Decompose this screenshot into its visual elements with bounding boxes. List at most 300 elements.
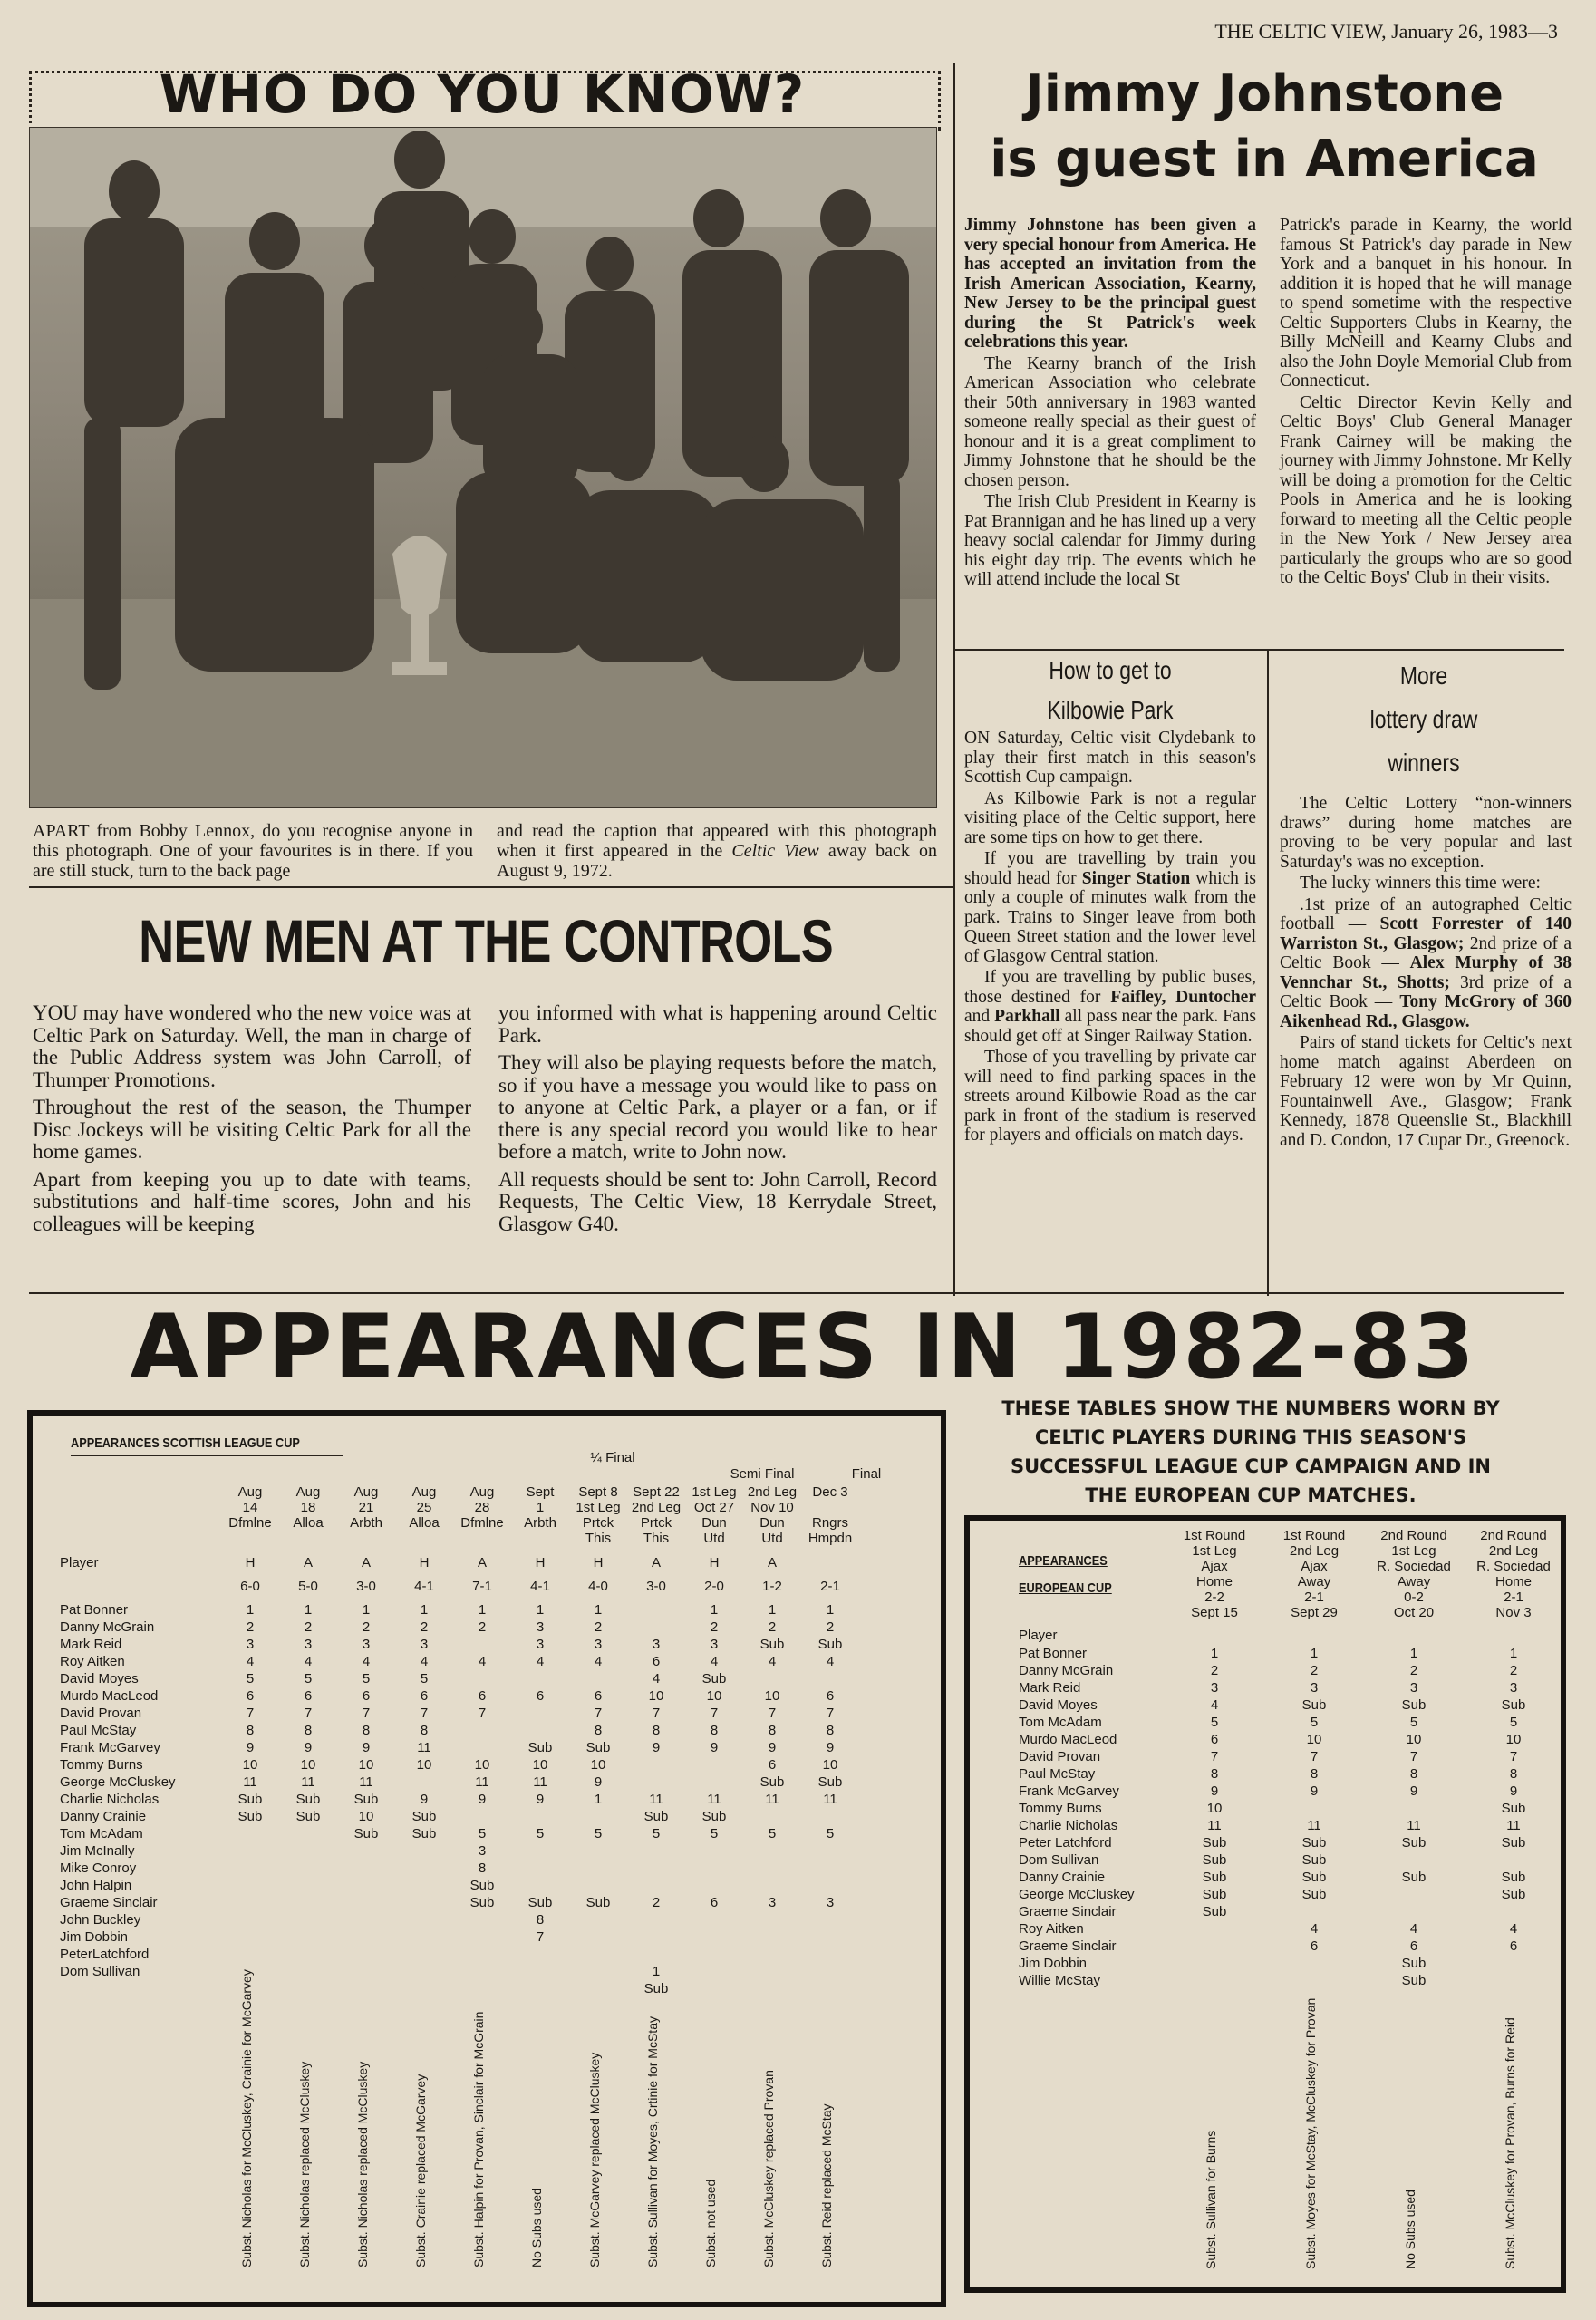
shirt-number: Sub	[1501, 1870, 1526, 1885]
column-header: Sept 15	[1191, 1605, 1238, 1620]
bold-text: Faifley, Duntocher	[1110, 987, 1256, 1007]
column-header: Utd	[761, 1531, 783, 1546]
player-name: Pat Bonner	[1019, 1646, 1088, 1661]
shirt-number: 8	[826, 1723, 835, 1738]
substitution-note: Subst. McGarvey replaced McCluskey	[587, 2052, 602, 2267]
shirt-number: 11	[823, 1792, 837, 1807]
kilbowie-headline	[991, 651, 1230, 730]
home-away: H	[593, 1555, 604, 1571]
column-header: Ajax	[1301, 1559, 1328, 1574]
substitution-note: No Subs used	[1403, 2190, 1417, 2269]
shirt-number: 7	[246, 1706, 255, 1721]
shirt-number: 10	[300, 1757, 316, 1773]
score: 2-1	[820, 1579, 840, 1594]
shirt-number: 3	[536, 1637, 545, 1652]
shirt-number: 7	[304, 1706, 313, 1721]
shirt-number: Sub	[1301, 1852, 1327, 1868]
shirt-number: 5	[304, 1671, 313, 1687]
shirt-number: 7	[362, 1706, 371, 1721]
text: If you are travelling by train you should head for	[964, 849, 1256, 888]
column-divider	[1267, 649, 1269, 1296]
shirt-number: 10	[358, 1809, 374, 1824]
shirt-number: 5	[768, 1826, 777, 1842]
player-name: Danny McGrain	[1019, 1663, 1114, 1678]
shirt-number: 8	[1409, 1766, 1418, 1782]
shirt-number: 9	[536, 1792, 545, 1807]
column-header: Away	[1397, 1574, 1431, 1590]
shirt-number: 4	[652, 1671, 661, 1687]
shirt-number: 10	[1406, 1732, 1422, 1747]
shirt-number: 1	[1210, 1646, 1219, 1661]
column-header: Sept 8	[578, 1484, 618, 1500]
new-men-column-2	[498, 1002, 937, 1241]
shirt-number: 3	[768, 1895, 777, 1910]
player-name: Peter Latchford	[1019, 1835, 1112, 1851]
shirt-number: 8	[304, 1723, 313, 1738]
score: 1-2	[762, 1579, 782, 1594]
who-do-you-know-title: WHO DO YOU KNOW?	[159, 63, 806, 125]
score: 4-1	[414, 1579, 434, 1594]
shirt-number: 10	[590, 1757, 606, 1773]
new-men-paragraph: They will also be playing requests before the match, so if you have a message you would like to pass on to anyone at Celtic Park, a player or a fan, or if there is any special record you would like to hear before a match, write to John now.	[498, 1051, 937, 1163]
score: 6-0	[240, 1579, 260, 1594]
text: all pass near the park. Fans should get off at Singer Railway Station.	[964, 1007, 1257, 1046]
shirt-number: Sub	[817, 1637, 843, 1652]
headline-line-3: winners	[1388, 749, 1460, 777]
shirt-number: 5	[594, 1826, 603, 1842]
shirt-number: 4	[710, 1654, 719, 1669]
shirt-number: 5	[826, 1826, 835, 1842]
player-name: Dom Sullivan	[1019, 1852, 1099, 1868]
text: 2nd prize of a Celtic Book —	[1280, 933, 1572, 972]
player-name: Tom McAdam	[60, 1826, 143, 1842]
column-header: Nov 10	[750, 1500, 794, 1515]
shirt-number: 6	[246, 1688, 255, 1704]
column-header: Home	[1195, 1574, 1233, 1590]
shirt-number: 10	[416, 1757, 432, 1773]
shirt-number: 8	[536, 1912, 545, 1928]
text: 3rd prize of a Celtic Book —	[1280, 972, 1572, 1011]
player-name: Mark Reid	[60, 1637, 122, 1652]
column-header: Dun	[701, 1515, 727, 1531]
tables-blurb: THESE TABLES SHOW THE NUMBERS WORN BY CELTIC PLAYERS DURING THIS SEASON'S SUCCESSFUL LEAGUE CUP CAMPAIGN AND IN THE EUROPEAN CUP MATCHES.	[1001, 1397, 1500, 1506]
shirt-number: 1	[710, 1602, 719, 1618]
shirt-number: 4	[536, 1654, 545, 1669]
player-name: Graeme Sinclair	[1019, 1938, 1117, 1954]
kilbowie-column	[964, 729, 1256, 1147]
shirt-number: Sub	[237, 1792, 263, 1807]
shirt-number: 11	[243, 1774, 257, 1790]
headline-line-1: How to get to	[1049, 656, 1172, 684]
player-name: Charlie Nicholas	[60, 1792, 160, 1807]
new-men-paragraph: Apart from keeping you up to date with teams, substitutions and half-time scores, John and his colleagues will be keeping	[33, 1167, 471, 1235]
column-header: Arbth	[350, 1515, 382, 1531]
column-header: Sept 29	[1291, 1605, 1338, 1620]
shirt-number: Sub	[1501, 1835, 1526, 1851]
shirt-number: 2	[652, 1895, 661, 1910]
shirt-number: 11	[533, 1774, 547, 1790]
photo-caption-right	[497, 821, 937, 881]
shirt-number: 9	[1509, 1784, 1518, 1799]
column-header: Arbth	[524, 1515, 556, 1531]
shirt-number: 7	[826, 1706, 835, 1721]
column-header: Aug	[353, 1484, 379, 1500]
shirt-number: Sub	[1501, 1697, 1526, 1713]
shirt-number: Sub	[1401, 1870, 1427, 1885]
shirt-number: 5	[420, 1671, 429, 1687]
column-header: Utd	[703, 1531, 725, 1546]
shirt-number: Sub	[1401, 1697, 1427, 1713]
section-divider	[29, 886, 953, 888]
column-header: Sept	[526, 1484, 555, 1500]
shirt-number: 2	[246, 1619, 255, 1635]
score: 4-1	[530, 1579, 550, 1594]
shirt-number: Sub	[1202, 1904, 1227, 1919]
bold-text: Parkhall	[994, 1007, 1060, 1026]
shirt-number: 10	[706, 1688, 722, 1704]
shirt-number: 3	[420, 1637, 429, 1652]
shirt-number: 5	[478, 1826, 487, 1842]
shirt-number: 2	[1409, 1663, 1418, 1678]
shirt-number: Sub	[469, 1878, 495, 1893]
shirt-number: Sub	[585, 1895, 611, 1910]
shirt-number: 7	[420, 1706, 429, 1721]
shirt-number: 2	[594, 1619, 603, 1635]
shirt-number: 7	[594, 1706, 603, 1721]
shirt-number: 10	[822, 1757, 838, 1773]
player-column-header: Player	[1019, 1628, 1058, 1643]
shirt-number: 2	[1310, 1663, 1319, 1678]
shirt-number: 3	[1210, 1680, 1219, 1696]
shirt-number: Sub	[1202, 1835, 1227, 1851]
column-header: This	[585, 1531, 612, 1546]
shirt-number: 1	[362, 1602, 371, 1618]
shirt-number: Sub	[643, 1981, 669, 1996]
column-header: Aug	[237, 1484, 263, 1500]
column-header: Dec 3	[812, 1484, 848, 1500]
shirt-number: 11	[765, 1792, 779, 1807]
home-away: A	[303, 1555, 313, 1571]
shirt-number: 4	[1409, 1921, 1418, 1937]
shirt-number: 10	[1206, 1801, 1223, 1816]
column-header: Alloa	[409, 1515, 440, 1531]
player-name: David Moyes	[60, 1671, 139, 1687]
column-header: 2nd Leg	[1488, 1543, 1539, 1559]
score: 3-0	[356, 1579, 376, 1594]
shirt-number: 4	[826, 1654, 835, 1669]
shirt-number: 9	[304, 1740, 313, 1755]
round-label: ¼ Final	[590, 1450, 635, 1465]
column-header: 21	[358, 1500, 374, 1515]
lottery-headline	[1304, 654, 1543, 785]
shirt-number: 10	[358, 1757, 374, 1773]
new-men-paragraph: you informed with what is happening around Celtic Park.	[498, 1001, 937, 1047]
substitution-note: Subst. Halpin for Provan, Sinclair for McGrain	[471, 2011, 486, 2267]
player-name: Paul McStay	[60, 1723, 137, 1738]
shirt-number: 3	[1409, 1680, 1418, 1696]
column-header: 1st Leg	[576, 1500, 621, 1515]
player-name: Tom McAdam	[1019, 1715, 1102, 1730]
title-underline	[71, 1455, 343, 1456]
shirt-number: Sub	[353, 1792, 379, 1807]
lottery-paragraph	[1280, 895, 1572, 1032]
home-away: H	[709, 1555, 720, 1571]
player-name: Murdo MacLeod	[1019, 1732, 1117, 1747]
shirt-number: 9	[420, 1792, 429, 1807]
shirt-number: 10	[474, 1757, 490, 1773]
european-cup-table	[964, 1515, 1566, 2293]
shirt-number: 6	[768, 1757, 777, 1773]
player-name: Danny Crainie	[1019, 1870, 1106, 1885]
player-name: David Moyes	[1019, 1697, 1098, 1713]
column-header: Prtck	[582, 1515, 614, 1531]
shirt-number: 1	[768, 1602, 777, 1618]
column-header: 1st Leg	[1391, 1543, 1436, 1559]
shirt-number: 2	[478, 1619, 487, 1635]
player-name: Murdo MacLeod	[60, 1688, 159, 1704]
shirt-number: Sub	[1202, 1852, 1227, 1868]
substitution-note: Subst. Nicholas for McCluskey, Crainie for McGarvey	[239, 1969, 254, 2267]
shirt-number: 3	[536, 1619, 545, 1635]
lottery-column	[1280, 794, 1572, 1152]
headline-line-2: lottery draw	[1369, 705, 1478, 733]
column-header: 14	[242, 1500, 258, 1515]
shirt-number: 6	[362, 1688, 371, 1704]
headline-line-1: Jimmy Johnstone	[1024, 64, 1504, 123]
new-men-paragraph: YOU may have wondered who the new voice was at Celtic Park on Saturday. Well, the man in charge of the Public Address system was John Carroll, of Thumper Promotions.	[33, 1001, 471, 1091]
shirt-number: Sub	[353, 1826, 379, 1842]
shirt-number: 10	[242, 1757, 258, 1773]
caption-right-italic: Celtic View	[731, 841, 819, 861]
shirt-number: 6	[304, 1688, 313, 1704]
substitution-note: Subst. Nicholas replaced McCluskey	[297, 2061, 312, 2267]
player-name: George McCluskey	[1019, 1887, 1135, 1902]
shirt-number: 6	[652, 1654, 661, 1669]
shirt-number: 2	[826, 1619, 835, 1635]
column-header: 0-2	[1404, 1590, 1424, 1605]
shirt-number: 3	[478, 1843, 487, 1859]
column-divider	[953, 63, 955, 1296]
text: .1st prize of an autographed Celtic football —	[1280, 894, 1572, 933]
shirt-number: 1	[652, 1964, 661, 1979]
shirt-number: 5	[1409, 1715, 1418, 1730]
player-name: David Provan	[60, 1706, 142, 1721]
column-header: 1st Round	[1183, 1528, 1246, 1543]
score: 4-0	[588, 1579, 608, 1594]
new-men-paragraph: All requests should be sent to: John Carroll, Record Requests, The Celtic View, 18 Kerrydale Street, Glasgow G40.	[498, 1167, 937, 1235]
shirt-number: 11	[649, 1792, 663, 1807]
shirt-number: Sub	[295, 1809, 321, 1824]
player-name: PeterLatchford	[60, 1947, 150, 1962]
player-name: Jim McInally	[60, 1843, 135, 1859]
shirt-number: 2	[304, 1619, 313, 1635]
shirt-number: 6	[1210, 1732, 1219, 1747]
substitution-note: Subst. Nicholas replaced McCluskey	[355, 2061, 370, 2267]
home-away: A	[767, 1555, 777, 1571]
shirt-number: 3	[1310, 1680, 1319, 1696]
column-header: 2-1	[1504, 1590, 1523, 1605]
shirt-number: 7	[1310, 1749, 1319, 1764]
shirt-number: 1	[246, 1602, 255, 1618]
column-header: Prtck	[640, 1515, 672, 1531]
jimmy-paragraph: The Irish Club President in Kearny is Pat Brannigan and he has lined up a very heavy social calendar for Jimmy during his eight day trip. The events which he will attend include the local St	[964, 492, 1256, 589]
column-header: This	[643, 1531, 670, 1546]
shirt-number: 8	[768, 1723, 777, 1738]
column-header: 1	[536, 1500, 545, 1515]
section-divider	[29, 1292, 1564, 1294]
team-photo	[29, 127, 937, 808]
shirt-number: 4	[594, 1654, 603, 1669]
shirt-number: 11	[1307, 1818, 1321, 1833]
shirt-number: 8	[1310, 1766, 1319, 1782]
player-name: Danny Crainie	[60, 1809, 147, 1824]
shirt-number: Sub	[527, 1895, 553, 1910]
shirt-number: Sub	[1501, 1801, 1526, 1816]
shirt-number: 1	[1509, 1646, 1518, 1661]
shirt-number: 11	[1207, 1818, 1222, 1833]
jimmy-paragraph: Celtic Director Kevin Kelly and Celtic Boys' Club General Manager Frank Cairney will be making the journey with Jimmy Johnstone. Mr Kelly will be doing a promotion for the Celtic Pools in America and he is looking forward to meeting all the Celtic people in the New York / New Jersey area particularly the groups who are so good to the Celtic Boys' Club in their visits.	[1280, 392, 1572, 587]
column-header: 28	[474, 1500, 490, 1515]
headline-line-1: More	[1399, 662, 1448, 690]
column-header: Hmpdn	[808, 1531, 853, 1546]
shirt-number: 7	[710, 1706, 719, 1721]
player-name: Pat Bonner	[60, 1602, 129, 1618]
player-name: Mark Reid	[1019, 1680, 1081, 1696]
column-header: Home	[1494, 1574, 1532, 1590]
european-cup-title-1: APPEARANCES	[1019, 1553, 1108, 1569]
caption-right-text-end: away back on August 9, 1972.	[497, 841, 938, 881]
shirt-number: 3	[710, 1637, 719, 1652]
shirt-number: 2	[1210, 1663, 1219, 1678]
shirt-number: 1	[304, 1602, 313, 1618]
bold-text: Tony McGrory of 360 Aikenhead Rd., Glasgow.	[1280, 992, 1572, 1031]
shirt-number: 2	[768, 1619, 777, 1635]
score: 5-0	[298, 1579, 318, 1594]
shirt-number: Sub	[527, 1740, 553, 1755]
column-header: 2-2	[1204, 1590, 1224, 1605]
substitution-note: Subst. not used	[703, 2179, 718, 2267]
column-header: 2-1	[1304, 1590, 1324, 1605]
player-name: John Buckley	[60, 1912, 141, 1928]
shirt-number: 9	[710, 1740, 719, 1755]
shirt-number: Sub	[1301, 1887, 1327, 1902]
column-header: 18	[300, 1500, 316, 1515]
player-name: Roy Aitken	[60, 1654, 125, 1669]
shirt-number: 1	[478, 1602, 487, 1618]
european-cup-title-2: EUROPEAN CUP	[1019, 1580, 1112, 1596]
text: If you are travelling by public buses, those destined for	[964, 968, 1256, 1007]
shirt-number: Sub	[585, 1740, 611, 1755]
shirt-number: Sub	[1401, 1835, 1427, 1851]
shirt-number: 2	[362, 1619, 371, 1635]
shirt-number: 3	[652, 1637, 661, 1652]
shirt-number: Sub	[1202, 1887, 1227, 1902]
player-name: John Halpin	[60, 1878, 132, 1893]
shirt-number: 11	[475, 1774, 489, 1790]
shirt-number: 2	[1509, 1663, 1518, 1678]
shirt-number: Sub	[701, 1809, 727, 1824]
column-header: 2nd Leg	[631, 1500, 682, 1515]
column-header: Dfmlne	[460, 1515, 504, 1531]
shirt-number: 6	[478, 1688, 487, 1704]
shirt-number: 3	[594, 1637, 603, 1652]
shirt-number: 3	[304, 1637, 313, 1652]
shirt-number: 8	[1210, 1766, 1219, 1782]
shirt-number: 4	[768, 1654, 777, 1669]
shirt-number: 11	[301, 1774, 315, 1790]
shirt-number: Sub	[411, 1809, 437, 1824]
player-name: Charlie Nicholas	[1019, 1818, 1118, 1833]
shirt-number: 3	[1509, 1680, 1518, 1696]
shirt-number: 10	[1306, 1732, 1322, 1747]
home-away: H	[245, 1555, 256, 1571]
player-name: Graeme Sinclair	[60, 1895, 158, 1910]
headline-line-2: Kilbowie Park	[1047, 696, 1174, 724]
substitution-note: No Subs used	[529, 2188, 544, 2267]
score: 3-0	[646, 1579, 666, 1594]
shirt-number: 6	[536, 1688, 545, 1704]
shirt-number: 5	[652, 1826, 661, 1842]
shirt-number: 4	[420, 1654, 429, 1669]
player-name: Frank McGarvey	[60, 1740, 160, 1755]
shirt-number: 4	[304, 1654, 313, 1669]
column-header: Oct 20	[1393, 1605, 1435, 1620]
shirt-number: 8	[652, 1723, 661, 1738]
home-away: A	[477, 1555, 487, 1571]
shirt-number: 7	[478, 1706, 487, 1721]
shirt-number: Sub	[1301, 1870, 1327, 1885]
substitution-note: Subst. Crainie replaced McGarvey	[413, 2074, 428, 2267]
shirt-number: Sub	[295, 1792, 321, 1807]
player-column-header: Player	[60, 1555, 99, 1571]
shirt-number: 10	[764, 1688, 780, 1704]
text: and	[964, 1007, 991, 1026]
shirt-number: 9	[362, 1740, 371, 1755]
shirt-number: 11	[359, 1774, 373, 1790]
column-header: 1st Leg	[692, 1484, 737, 1500]
appearances-headline: APPEARANCES IN 1982-83	[130, 1296, 1476, 1399]
shirt-number: 9	[478, 1792, 487, 1807]
shirt-number: 4	[362, 1654, 371, 1669]
column-header: 1st Round	[1282, 1528, 1346, 1543]
team-photo-illustration	[30, 128, 936, 807]
shirt-number: 5	[710, 1826, 719, 1842]
substitution-note: Subst. Sullivan for Moyes, Crtinie for McStay	[645, 2016, 660, 2267]
jimmy-column-1	[964, 216, 1256, 592]
shirt-number: 6	[420, 1688, 429, 1704]
shirt-number: Sub	[469, 1895, 495, 1910]
score: 7-1	[472, 1579, 492, 1594]
jimmy-column-2	[1280, 216, 1572, 590]
shirt-number: 9	[1210, 1784, 1219, 1799]
player-name: Mike Conroy	[60, 1861, 137, 1876]
shirt-number: Sub	[701, 1671, 727, 1687]
substitution-note: Subst. Moyes for McStay, McCluskey for Provan	[1303, 1997, 1318, 2269]
player-name: Willie McStay	[1019, 1973, 1101, 1988]
page-header: THE CELTIC VIEW, January 26, 1983—3	[1214, 20, 1558, 43]
shirt-number: Sub	[237, 1809, 263, 1824]
substitution-note: Subst. Reid replaced McStay	[819, 2103, 834, 2267]
shirt-number: 10	[1505, 1732, 1522, 1747]
shirt-number: 1	[420, 1602, 429, 1618]
shirt-number: Sub	[1301, 1835, 1327, 1851]
player-name: Roy Aitken	[1019, 1921, 1084, 1937]
shirt-number: Sub	[759, 1637, 785, 1652]
player-name: Frank McGarvey	[1019, 1784, 1119, 1799]
shirt-number: 3	[826, 1895, 835, 1910]
shirt-number: 4	[478, 1654, 487, 1669]
column-header: 2nd Leg	[1289, 1543, 1340, 1559]
